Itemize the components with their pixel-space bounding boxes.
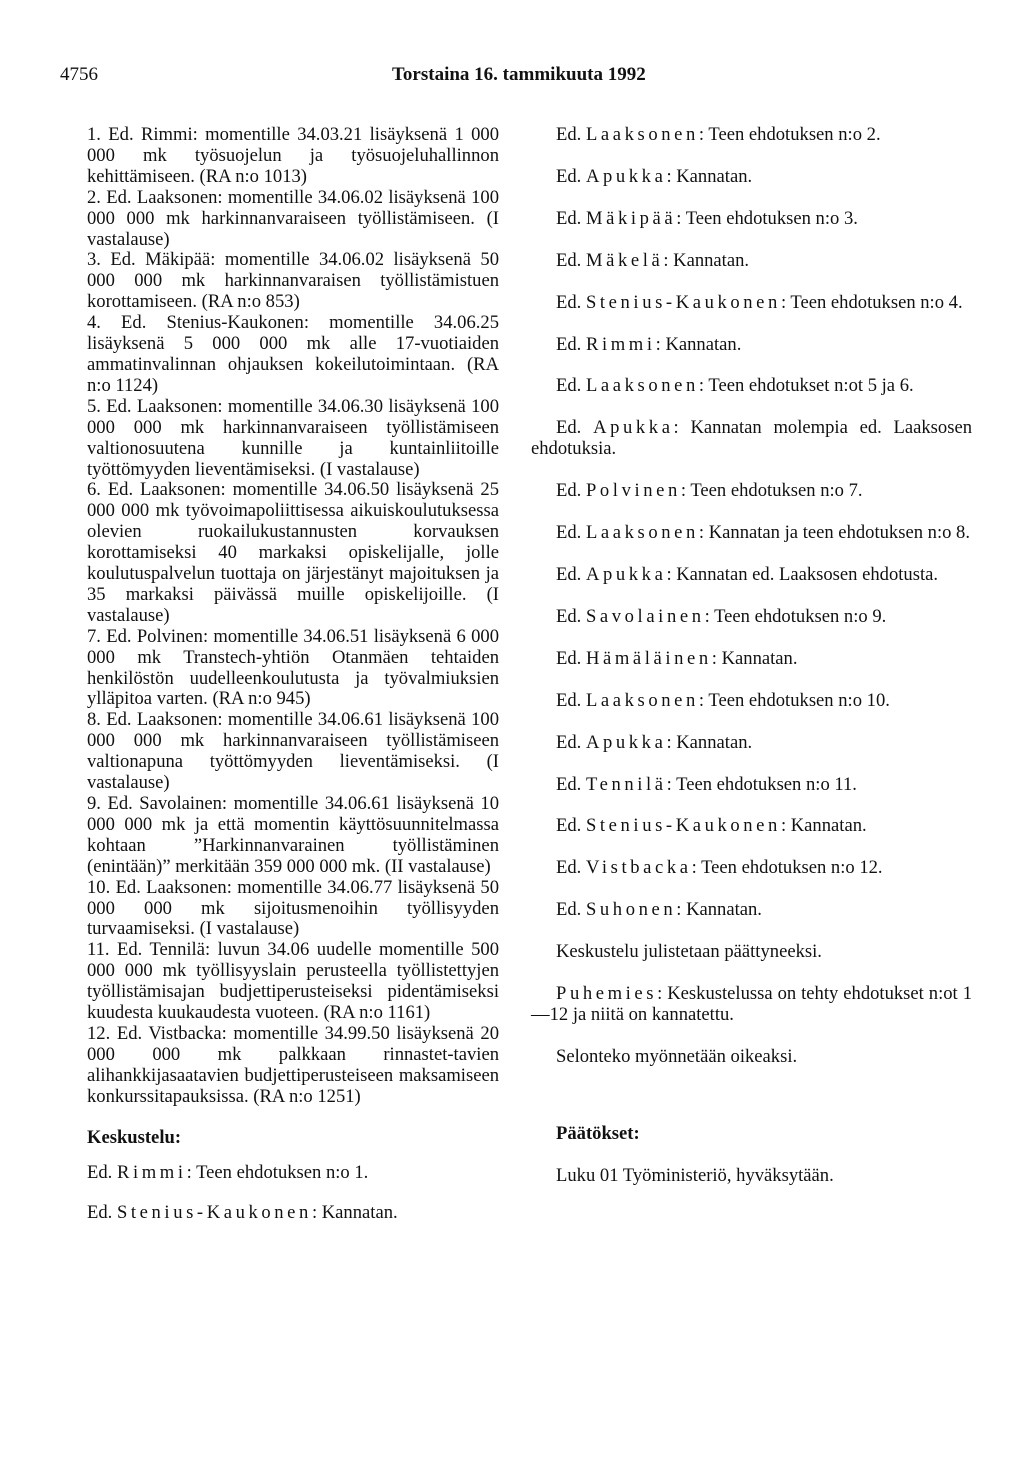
speech-text: : Teen ehdotuksen n:o 9.	[704, 605, 887, 627]
amendment-11: 11. Ed. Tennilä: luvun 34.06 uudelle momentille 500 000 000 mk työllisyyslain perusteella työllistettyjen työllistämisajan budjettiperusteiseksi pidentämiseksi kuudesta kuukaudesta vuoteen. (RA n:o 1161)	[87, 939, 499, 1024]
closing-statement: Keskustelu julistetaan päättyneeksi.	[556, 941, 822, 963]
speech-text: : Kannatan.	[655, 333, 742, 355]
discussion-heading: Keskustelu:	[87, 1126, 182, 1148]
speaker-name: Suhonen	[585, 899, 677, 921]
speech-entry	[531, 376, 972, 397]
speech-entry	[531, 733, 972, 754]
speech-text: : Teen ehdotuksen n:o 3.	[676, 207, 858, 229]
amendment-5: 5. Ed. Laaksonen: momentille 34.06.30 lisäyksenä 100 000 000 mk harkinnanvaraiseen työllistämiseen valtionosuutena kunnille ja kuntainliitoille työttömyyden lieventämiseksi. (I vastalause)	[87, 395, 499, 480]
speaker-name: Laaksonen	[585, 375, 699, 397]
speech-text: : Kannatan.	[311, 1202, 398, 1224]
speech-entry	[531, 858, 972, 879]
amendment-12: 12. Ed. Vistbacka: momentille 34.99.50 lisäyksenä 20 000 000 mk palkkaan rinnastet-tavien alihankkijasaatavien budjettiperusteiseen maksamiseen konkurssitapauksissa. (RA n:o 1251)	[87, 1022, 499, 1107]
speaker-name: Stenius-Kaukonen	[585, 291, 781, 313]
amendment-2: 2. Ed. Laaksonen: momentille 34.06.02 lisäyksenä 100 000 000 mk harkinnanvaraiseen työllistämiseen. (I vastalause)	[87, 186, 499, 250]
approval-statement: Selonteko myönnetään oikeaksi.	[556, 1045, 798, 1067]
speech-text: : Teen ehdotuksen n:o 12.	[691, 857, 883, 879]
speech-entry	[531, 775, 972, 796]
speech-prefix: Ed.	[556, 165, 582, 187]
speech-text: : Kannatan.	[666, 165, 753, 187]
speech-prefix: Ed.	[556, 417, 582, 439]
speech-prefix: Ed.	[556, 647, 582, 669]
speech-entry	[531, 565, 972, 586]
speech-prefix: Ed.	[556, 773, 582, 795]
speaker-name: Rimmi	[116, 1161, 187, 1183]
speech-text: : Teen ehdotuksen n:o 2.	[698, 124, 881, 145]
speaker-name: Mäkipää	[585, 207, 677, 229]
speech-prefix: Ed.	[556, 249, 582, 271]
speech-prefix: Ed.	[556, 375, 582, 397]
speech-entry	[531, 816, 972, 837]
speech-prefix: Ed.	[556, 731, 582, 753]
speech-text: : Kannatan.	[711, 647, 798, 669]
speech-text: : Teen ehdotukset n:ot 5 ja 6.	[698, 375, 914, 397]
speech-text: : Kannatan ed. Laaksosen ehdotusta.	[666, 563, 939, 585]
speaker-name: Savolainen	[585, 605, 705, 627]
speech-entry	[531, 649, 972, 670]
speaker-name: Laaksonen	[585, 522, 699, 544]
speaker-name: Apukka	[585, 563, 667, 585]
amendment-10: 10. Ed. Laaksonen: momentille 34.06.77 lisäyksenä 50 000 000 mk sijoitusmenoihin työllisyyden turvaamiseksi. (I vastalause)	[87, 876, 499, 940]
speech-text: : Kannatan.	[676, 899, 762, 921]
speech-entry	[531, 418, 972, 460]
speech-prefix: Ed.	[556, 480, 582, 502]
speaker-name: Vistbacka	[585, 857, 692, 879]
speech-entry	[531, 335, 972, 356]
speech-prefix: Ed.	[556, 563, 582, 585]
amendment-3: 3. Ed. Mäkipää: momentille 34.06.02 lisäyksenä 50 000 000 mk harkinnanvaraisen työllistämistuen korottamiseen. (RA n:o 853)	[87, 249, 499, 313]
speech-text: : Kannatan.	[663, 249, 750, 271]
speech-text: : Kannatan.	[780, 815, 867, 837]
speaker-name: Apukka	[593, 417, 674, 439]
speaker-name: Apukka	[585, 165, 667, 187]
speech-prefix: Ed.	[87, 1202, 113, 1224]
speaker-name: Stenius-Kaukonen	[585, 815, 781, 837]
speaker-name: Laaksonen	[585, 124, 699, 145]
speaker-name: Mäkelä	[585, 249, 664, 271]
speaker-name: Apukka	[585, 731, 667, 753]
speech-entry	[531, 900, 972, 921]
speech-entry	[531, 691, 972, 712]
speaker-name: Tennilä	[585, 773, 667, 795]
amendment-8: 8. Ed. Laaksonen: momentille 34.06.61 lisäyksenä 100 000 000 mk harkinnanvaraiseen työllistämiseen valtionapuna työttömyyden lieventämiseksi. (I vastalause)	[87, 709, 499, 794]
speech-prefix: Ed.	[556, 522, 582, 544]
speaker-name: Polvinen	[585, 480, 681, 502]
speech-prefix: Ed.	[556, 689, 582, 711]
speech-entry	[531, 251, 972, 272]
speaker-name: Stenius-Kaukonen	[116, 1202, 312, 1224]
speech-prefix: Ed.	[556, 605, 582, 627]
speaker-name: Laaksonen	[585, 689, 699, 711]
decisions-heading: Päätökset:	[556, 1122, 640, 1144]
amendment-1: 1. Ed. Rimmi: momentille 34.03.21 lisäyksenä 1 000 000 mk työsuojelun ja työsuojeluhallinnon kehittämiseen. (RA n:o 1013)	[87, 124, 499, 187]
amendment-7: 7. Ed. Polvinen: momentille 34.06.51 lisäyksenä 6 000 000 mk Transtech-yhtiön Otanmäen tehtaiden henkilöstön uudelleenkoulutusta ja työvalmiuksien ylläpitoa varten. (RA n:o 945)	[87, 625, 499, 710]
speaker-name: Rimmi	[585, 333, 656, 355]
speech-entry	[531, 125, 972, 146]
speech-entry	[87, 1163, 499, 1184]
left-column	[87, 125, 499, 1224]
speech-prefix: Ed.	[556, 124, 582, 145]
speech-entry	[531, 607, 972, 628]
speech-prefix: Ed.	[556, 857, 582, 879]
speech-prefix: Ed.	[556, 815, 582, 837]
speech-prefix: Ed.	[556, 333, 582, 355]
chairman-text: : Keskustelussa on tehty ehdotukset n:ot 1—12 ja niitä on kannatettu.	[531, 983, 972, 1025]
chairman-statement	[531, 984, 972, 1026]
speech-text: : Teen ehdotuksen n:o 11.	[666, 773, 857, 795]
speech-entry	[531, 293, 972, 314]
amendment-9: 9. Ed. Savolainen: momentille 34.06.61 lisäyksenä 10 000 000 mk ja että momentin käyttösuunnitelmassa kohtaan ”Harkinnanvarainen työllistäminen (enintään)” merkitään 359 000 000 mk. (II vastalause)	[87, 793, 499, 877]
running-head: Torstaina 16. tammikuuta 1992	[392, 64, 646, 85]
speech-entry	[531, 481, 972, 502]
speech-entry	[531, 209, 972, 230]
speech-entry	[531, 167, 972, 188]
chairman-name: Puhemies	[556, 983, 658, 1005]
amendment-4: 4. Ed. Stenius-Kaukonen: momentille 34.06.25 lisäyksenä 5 000 000 mk alle 17-vuotiaiden ammatinvalinnan ohjauksen kokeilutoimintaan. (RA n:o 1124)	[87, 312, 499, 396]
speech-prefix: Ed.	[556, 207, 582, 229]
speech-text: : Kannatan molempia ed. Laaksosen ehdotuksia.	[531, 417, 972, 460]
speech-text: : Teen ehdotuksen n:o 10.	[698, 689, 890, 711]
right-column	[531, 125, 972, 1187]
speech-entry	[87, 1203, 499, 1224]
speaker-name: Hämäläinen	[585, 647, 712, 669]
speech-prefix: Ed.	[556, 291, 582, 313]
page-number: 4756	[60, 64, 98, 85]
speech-prefix: Ed.	[87, 1161, 113, 1183]
speech-text: : Kannatan ja teen ehdotuksen n:o 8.	[698, 522, 971, 544]
decision-text: Luku 01 Työministeriö, hyväksytään.	[556, 1164, 834, 1186]
speech-entry	[531, 523, 972, 544]
speech-text: : Teen ehdotuksen n:o 4.	[780, 291, 963, 313]
speech-prefix: Ed.	[556, 899, 582, 921]
speech-text: : Teen ehdotuksen n:o 1.	[186, 1161, 369, 1183]
speech-text: : Teen ehdotuksen n:o 7.	[680, 480, 863, 502]
speech-text: : Kannatan.	[666, 731, 753, 753]
amendment-6: 6. Ed. Laaksonen: momentille 34.06.50 lisäyksenä 25 000 000 mk työvoimapoliittisessa aikuiskoulutuksessa olevien ruokailukustannusten korvauksen korottamiseksi 40 markaksi opiskelijalle, jolle koulutuspalvelun tuottaja on järjestänyt majoituksen ja 35 markaksi päivässä muille opiskelijoille. (I vastalause)	[87, 479, 499, 626]
